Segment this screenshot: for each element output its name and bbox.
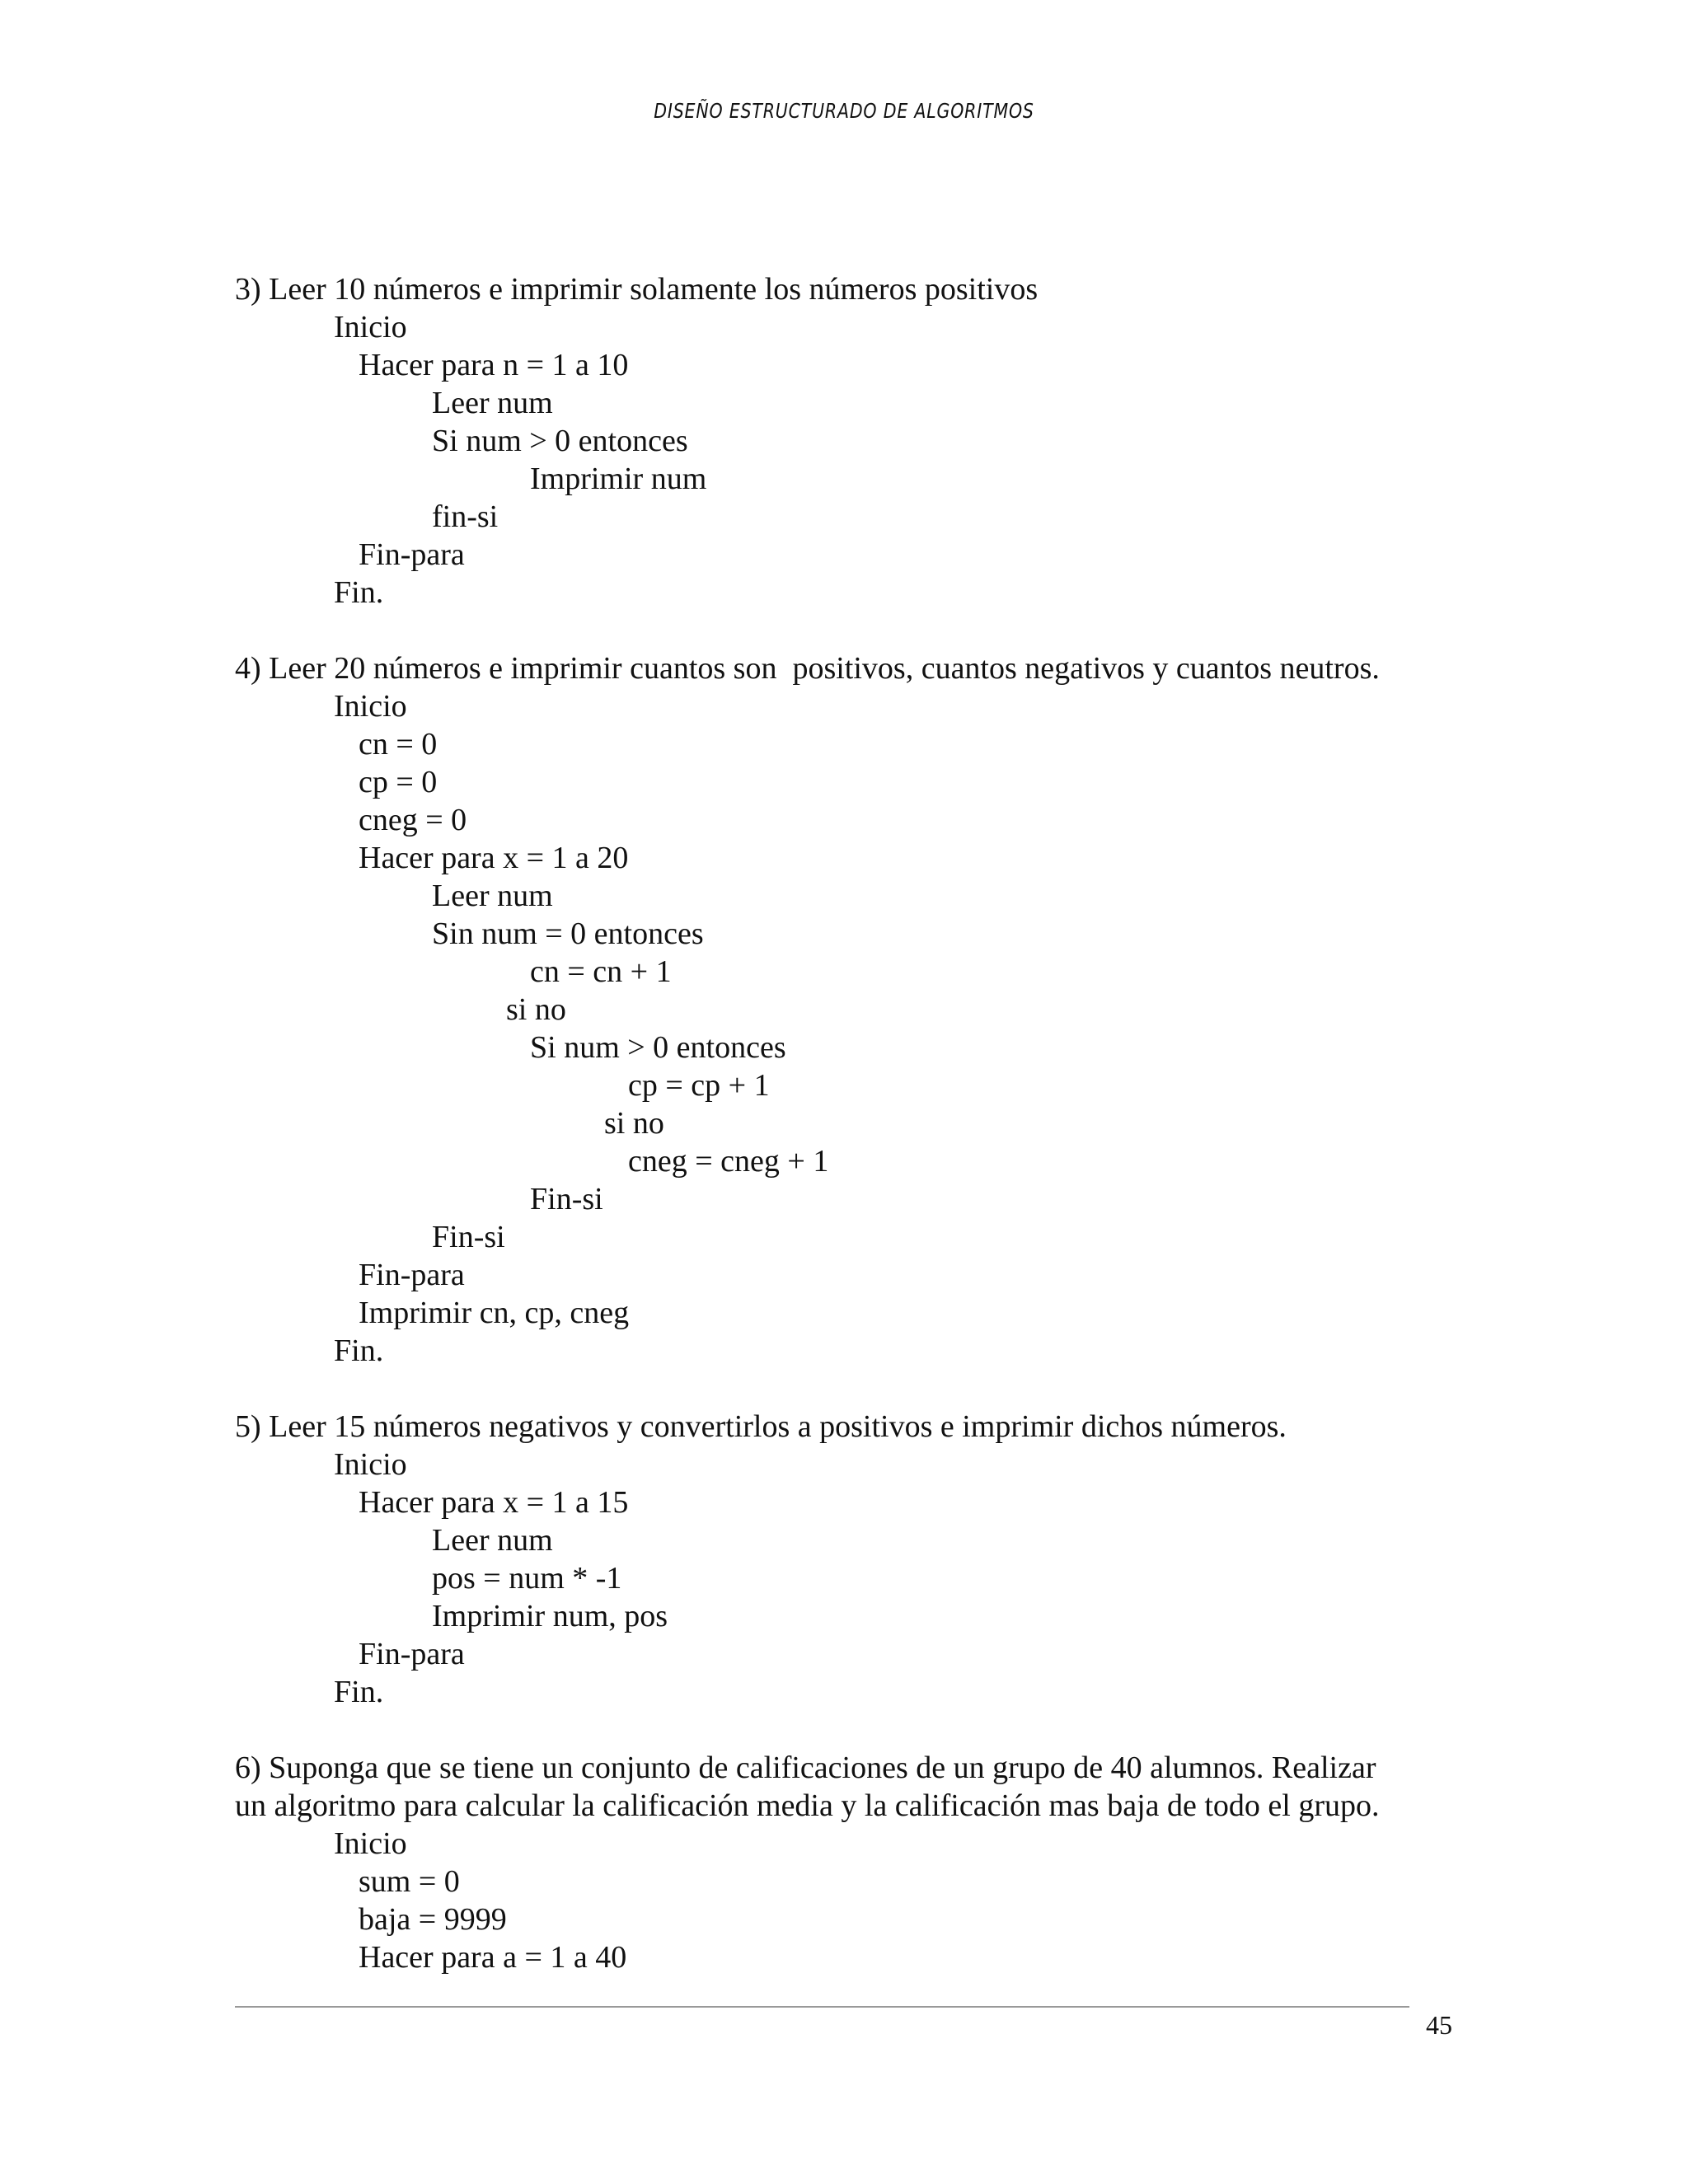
text-line: si no bbox=[506, 992, 566, 1027]
text-line: Inicio bbox=[334, 310, 407, 344]
text-line: 3) Leer 10 números e imprimir solamente los números positivos bbox=[235, 272, 1039, 307]
running-header: DISEÑO ESTRUCTURADO DE ALGORITMOS bbox=[654, 99, 1034, 123]
text-line: si no bbox=[604, 1106, 664, 1141]
text-line: Hacer para x = 1 a 15 bbox=[359, 1485, 629, 1520]
text-line: Fin-para bbox=[359, 537, 465, 572]
text-line: Hacer para a = 1 a 40 bbox=[359, 1940, 627, 1975]
text-line: cn = 0 bbox=[359, 727, 438, 762]
text-line: cp = 0 bbox=[359, 765, 438, 799]
text-line: Imprimir num bbox=[530, 462, 707, 496]
text-line: cn = cn + 1 bbox=[530, 954, 672, 989]
text-line: fin-si bbox=[432, 499, 499, 534]
text-line: cneg = 0 bbox=[359, 803, 467, 837]
text-line: Inicio bbox=[334, 1447, 407, 1482]
text-line: Sin num = 0 entonces bbox=[432, 916, 704, 951]
text-line: Fin-si bbox=[530, 1182, 603, 1216]
text-line: 6) Suponga que se tiene un conjunto de calificaciones de un grupo de 40 alumnos. Realizar bbox=[235, 1750, 1376, 1785]
text-line: cp = cp + 1 bbox=[628, 1068, 770, 1103]
text-line: Hacer para x = 1 a 20 bbox=[359, 841, 629, 875]
blank-line bbox=[235, 1711, 1471, 1749]
text-line: 4) Leer 20 números e imprimir cuantos son positivos, cuantos negativos y cuantos neutros. bbox=[235, 651, 1380, 686]
text-line: Leer num bbox=[432, 879, 553, 913]
text-line: Hacer para n = 1 a 10 bbox=[359, 348, 629, 382]
text-line: 5) Leer 15 números negativos y convertirlos a positivos e imprimir dichos números. bbox=[235, 1409, 1287, 1444]
footer-rule bbox=[235, 2006, 1409, 2008]
text-line: Si num > 0 entonces bbox=[530, 1030, 786, 1065]
text-line: Fin-para bbox=[359, 1258, 465, 1292]
text-line: Inicio bbox=[334, 1826, 407, 1861]
text-line: sum = 0 bbox=[359, 1864, 460, 1899]
text-line: Leer num bbox=[432, 1523, 553, 1558]
text-line: Fin. bbox=[334, 1675, 384, 1709]
text-line: Si num > 0 entonces bbox=[432, 424, 688, 458]
text-line: cneg = cneg + 1 bbox=[628, 1144, 829, 1179]
text-line: un algoritmo para calcular la calificación media y la calificación mas baja de todo el grupo. bbox=[235, 1788, 1380, 1823]
page-number: 45 bbox=[1426, 2010, 1452, 2040]
text-line: Imprimir num, pos bbox=[432, 1599, 668, 1633]
text-line: Fin-si bbox=[432, 1220, 505, 1254]
text-line: Fin-para bbox=[359, 1637, 465, 1671]
text-line: Fin. bbox=[334, 575, 384, 610]
text-line: Leer num bbox=[432, 386, 553, 420]
page-body bbox=[235, 270, 1471, 1976]
text-line: pos = num * -1 bbox=[432, 1561, 622, 1596]
blank-line bbox=[235, 612, 1471, 649]
text-line: Inicio bbox=[334, 689, 407, 724]
text-line: Imprimir cn, cp, cneg bbox=[359, 1296, 630, 1330]
blank-line bbox=[235, 1370, 1471, 1408]
text-line: baja = 9999 bbox=[359, 1902, 507, 1937]
text-line: Fin. bbox=[334, 1333, 384, 1368]
